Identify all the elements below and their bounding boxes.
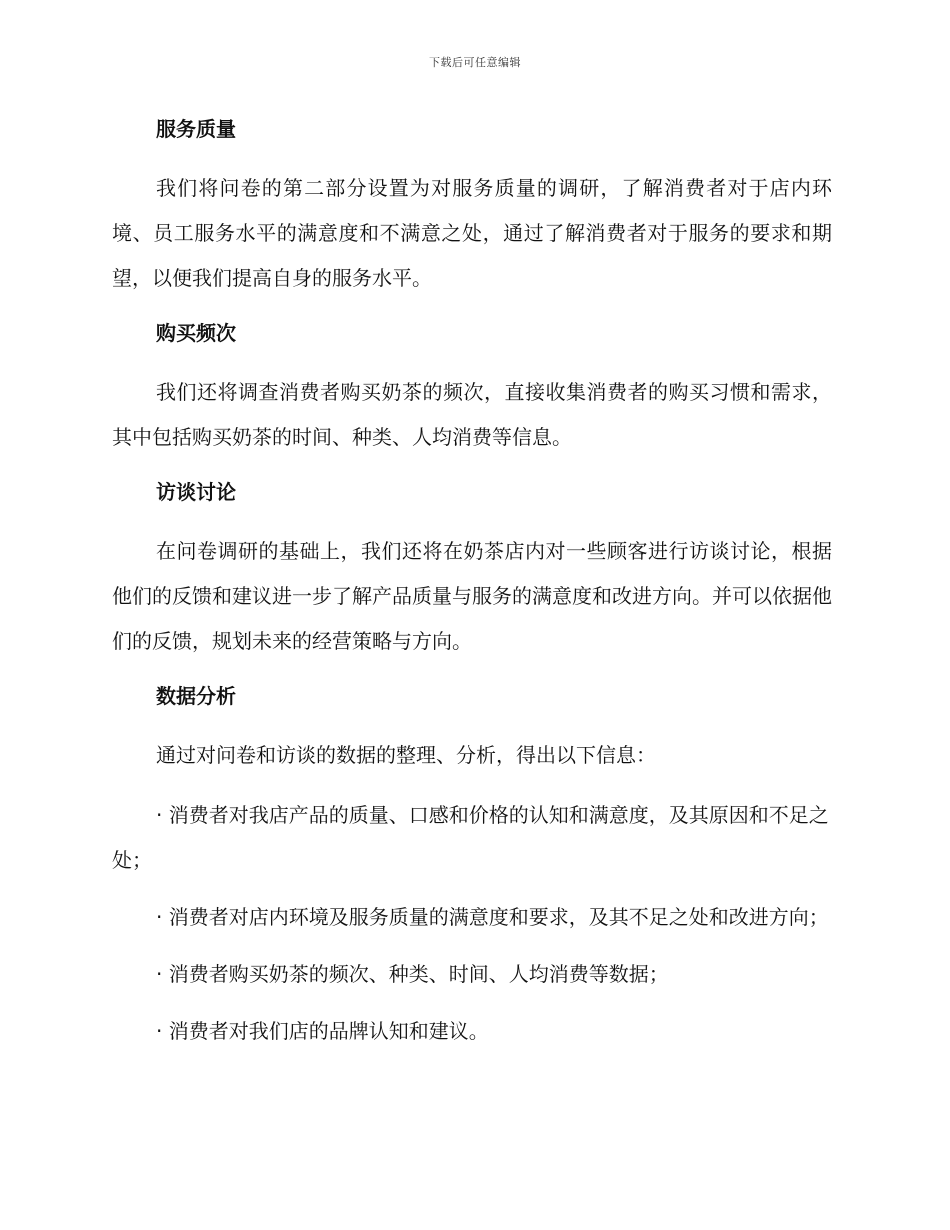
- section-heading-data-analysis: 数据分析: [156, 684, 236, 708]
- list-item: · 消费者对我们店的品牌认知和建议。: [156, 1019, 489, 1043]
- list-item: · 消费者对店内环境及服务质量的满意度和要求，及其不足之处和改进方向；: [156, 905, 829, 929]
- section-heading-service-quality: 服务质量: [156, 117, 236, 141]
- paragraph-service-quality: 我们将问卷的第二部分设置为对服务质量的调研，了解消费者对于店内环境、员工服务水平的满意度和不满意之处，通过了解消费者对于服务的要求和期望，以便我们提高自身的服务水平。: [112, 176, 832, 290]
- list-item: · 消费者购买奶茶的频次、种类、时间、人均消费等数据；: [156, 962, 669, 986]
- section-heading-purchase-frequency: 购买频次: [156, 321, 236, 345]
- list-item: · 消费者对我店产品的质量、口感和价格的认知和满意度，及其原因和不足之处；: [112, 803, 829, 872]
- document-body: [112, 112, 832, 1066]
- paragraph-interview: 在问卷调研的基础上，我们还将在奶茶店内对一些顾客进行访谈讨论，根据他们的反馈和建议进一步了解产品质量与服务的满意度和改进方向。并可以依据他们的反馈，规划未来的经营策略与方向。: [112, 539, 832, 653]
- page-header-note: 下载后可任意编辑: [429, 56, 521, 69]
- paragraph-purchase-frequency: 我们还将调查消费者购买奶茶的频次，直接收集消费者的购买习惯和需求，其中包括购买奶茶的时间、种类、人均消费等信息。: [112, 380, 832, 449]
- section-heading-interview: 访谈讨论: [156, 480, 236, 504]
- paragraph-data-analysis-intro: 通过对问卷和访谈的数据的整理、分析，得出以下信息：: [156, 743, 656, 767]
